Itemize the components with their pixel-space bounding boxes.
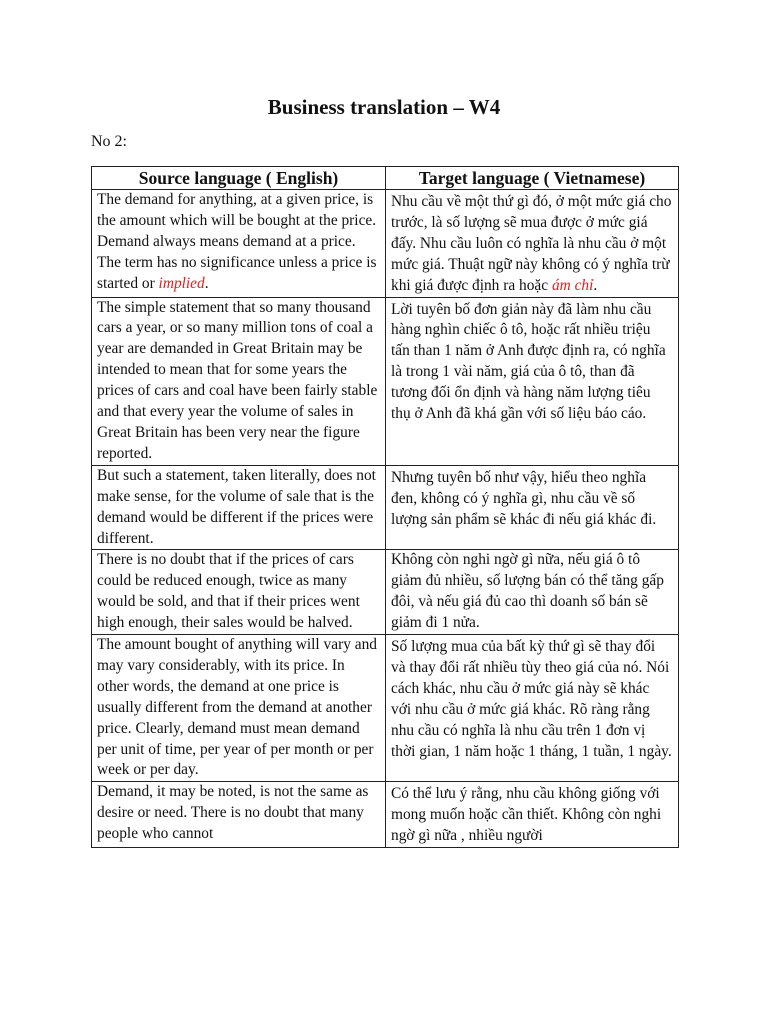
table-row: [92, 297, 679, 465]
vietnamese-cell: [386, 465, 679, 550]
table-row: [92, 465, 679, 550]
vietnamese-cell: [386, 782, 679, 848]
table-row: [92, 782, 679, 848]
vietnamese-text: Nhu cầu về một thứ gì đó, ở một mức giá cho trước, là số lượng sẽ mua được ở mức giá đấy. Nhu cầu luôn có nghĩa là nhu cầu ở một mức giá. Thuật ngữ này không có ý nghĩa trừ khi giá được định ra hoặc: [391, 193, 672, 294]
vietnamese-cell: [386, 550, 679, 635]
english-cell: [92, 782, 386, 848]
vietnamese-cell: [386, 190, 679, 298]
english-cell: [92, 550, 386, 635]
english-cell: [92, 635, 386, 782]
english-paragraph: [97, 190, 380, 232]
english-cell: [92, 190, 386, 298]
vietnamese-text-end: .: [593, 276, 598, 294]
vietnamese-text: Không còn nghi ngờ gì nữa, nếu giá ô tô giảm đủ nhiều, số lượng bán có thể tăng gấp đôi, và nếu giá đủ cao thì doanh số bán sẽ giảm đi 1 nửa.: [391, 551, 664, 632]
vietnamese-cell: [386, 635, 679, 782]
vietnamese-text: Có thể lưu ý rằng, nhu cầu không giống với mong muốn hoặc cần thiết. Không còn nghi ngờ gì nữa , nhiều người: [391, 785, 662, 845]
highlighted-word: implied: [158, 274, 205, 292]
english-cell: [92, 297, 386, 465]
vietnamese-cell: [386, 297, 679, 465]
english-text: The amount bought of anything will vary and may vary considerably, with its price. In other words, the demand at one price is usually different from the demand at another price. Clearly, demand must mean demand per unit of time, per year of per month or per week or per day.: [97, 636, 377, 779]
english-text: Demand always means demand at a price. The term has no significance unless a price is started or: [97, 232, 377, 292]
english-text-end: .: [204, 274, 209, 292]
english-text: There is no doubt that if the prices of cars could be reduced enough, twice as many would be sold, and that if their prices went high enough, their sales would be halved.: [97, 551, 360, 632]
section-label: No 2:: [91, 133, 127, 150]
source-language-header: Source language ( English): [92, 167, 386, 190]
target-language-header: Target language ( Vietnamese): [386, 167, 679, 190]
table-row: [92, 190, 679, 298]
translation-table: [91, 166, 679, 848]
table-header-row: [92, 167, 679, 190]
table-row: [92, 550, 679, 635]
english-text: The demand for anything, at a given price, is the amount which will be bought at the price.: [97, 191, 377, 229]
vietnamese-text: Lời tuyên bố đơn giản này đã làm nhu cầu hàng nghìn chiếc ô tô, hoặc rất nhiều triệu tấn than 1 năm ở Anh được định ra, có nghĩa là trong 1 vài năm, giá của ô tô, than đã tương đối ổn định và hàng năm lượng tiêu thụ ở Anh đã khá gần với số liệu báo cáo.: [391, 300, 666, 423]
document-title: Business translation – W4: [267, 95, 501, 119]
english-text: The simple statement that so many thousand cars a year, or so many million tons of coal a year are demanded in Great Britain may be intended to mean that for some years the prices of cars and coal have been fairly stable and that every year the volume of sales in Great Britain has been very near the figure reported.: [97, 298, 378, 462]
english-text: But such a statement, taken literally, does not make sense, for the volume of sale that is the demand would be different if the prices were different.: [97, 466, 376, 547]
english-cell: [92, 465, 386, 550]
highlighted-word: ám chỉ: [551, 276, 594, 294]
vietnamese-text: Số lượng mua của bất kỳ thứ gì sẽ thay đổi và thay đổi rất nhiều tùy theo giá của nó. Nói cách khác, nhu cầu ở mức giá này sẽ khác với nhu cầu ở mức giá khác. Rõ ràng rằng nhu cầu có nghĩa là nhu cầu trên 1 đơn vị thời gian, 1 năm hoặc 1 tháng, 1 tuần, 1 ngày.: [391, 638, 672, 760]
english-text: Demand, it may be noted, is not the same as desire or need. There is no doubt that many people who cannot: [97, 783, 369, 843]
vietnamese-text: Nhưng tuyên bố như vậy, hiểu theo nghĩa đen, không có ý nghĩa gì, nhu cầu về số lượng sản phẩm sẽ khác đi nếu giá khác đi.: [391, 468, 657, 528]
english-paragraph: [97, 232, 380, 295]
table-row: [92, 635, 679, 782]
